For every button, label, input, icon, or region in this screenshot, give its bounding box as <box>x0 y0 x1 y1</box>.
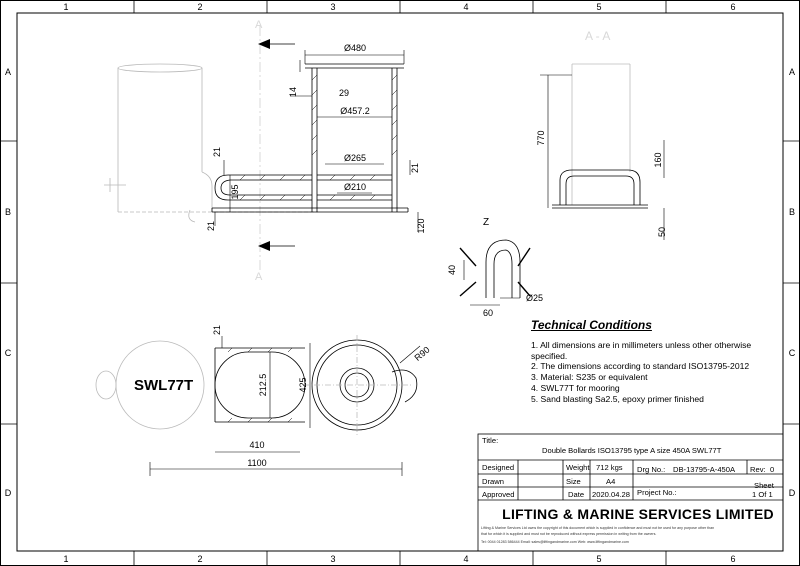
section-arrows <box>258 39 295 251</box>
bollard-section <box>212 64 408 212</box>
weight-label: Weight <box>566 463 590 472</box>
dim-d265: Ø265 <box>343 153 367 163</box>
dim-h21-top-left: 21 <box>212 146 222 158</box>
col-label-5-bottom: 5 <box>596 554 602 564</box>
project-label: Project No.: <box>637 488 677 497</box>
row-label-c-left: C <box>4 348 12 358</box>
dim-d457: Ø457.2 <box>340 106 370 116</box>
col-label-4-bottom: 4 <box>463 554 469 564</box>
dim-h120: 120 <box>416 218 426 234</box>
col-label-1-bottom: 1 <box>63 554 69 564</box>
col-label-4-top: 4 <box>463 2 469 12</box>
bollard-hatching <box>240 75 397 200</box>
drg-value: DB-13795-A-450A <box>673 465 736 474</box>
dim-pR90: R90 <box>412 344 432 363</box>
date-value: 2020.04.28 <box>592 490 631 499</box>
section-marker-top: A <box>255 19 263 31</box>
row-label-a-right: A <box>788 67 796 77</box>
rev-label: Rev: <box>750 465 766 474</box>
dim-z40: 40 <box>447 264 457 276</box>
section-marker-bottom: A <box>255 271 263 283</box>
designed-label: Designed <box>482 463 515 472</box>
sheet-value: 1 Of 1 <box>752 490 773 499</box>
elevation-dim-lines <box>215 50 418 232</box>
title-label: Title: <box>482 436 499 445</box>
tc-item-4: 4. SWL77T for mooring <box>531 382 620 393</box>
dim-z25: Ø25 <box>526 293 544 303</box>
col-label-2-bottom: 2 <box>197 554 203 564</box>
inner-frame <box>17 13 783 551</box>
section-a-a <box>540 64 664 240</box>
dim-h770: 770 <box>536 130 546 146</box>
dim-p1100: 1100 <box>247 458 267 468</box>
tc-item-2: 2. The dimensions according to standard ISO13795-2012 <box>531 361 750 372</box>
row-label-d-right: D <box>788 488 796 498</box>
dim-z60: 60 <box>482 308 494 318</box>
dim-d480: Ø480 <box>343 43 367 53</box>
technical-conditions-title: Technical Conditions <box>531 318 652 332</box>
dim-h195: 195 <box>230 184 240 200</box>
detail-z <box>460 240 530 305</box>
col-label-3-bottom: 3 <box>330 554 336 564</box>
col-label-6-bottom: 6 <box>730 554 736 564</box>
tc-item-3: 3. Material: S235 or equivalent <box>531 372 648 383</box>
zone-labels <box>5 2 796 564</box>
dim-p21: 21 <box>212 324 222 336</box>
dim-h160: 160 <box>653 152 663 168</box>
approved-label: Approved <box>482 490 515 499</box>
row-label-d-left: D <box>4 488 12 498</box>
plan-swl-label: SWL77T <box>134 377 194 394</box>
dim-h21-lower: 21 <box>206 220 216 232</box>
rev-value: 0 <box>770 465 775 474</box>
row-label-a-left: A <box>4 67 12 77</box>
size-value: A4 <box>606 477 616 486</box>
company-name: LIFTING & MARINE SERVICES LIMITED <box>502 506 774 522</box>
drg-label: Drg No.: <box>637 465 666 474</box>
row-label-b-left: B <box>4 207 12 217</box>
dim-h14: 14 <box>288 86 298 98</box>
dim-d210: Ø210 <box>343 182 367 192</box>
tc-item-1: 1. All dimensions are in millimeters unless other otherwise specified. <box>531 340 752 361</box>
dim-p425: 425 <box>298 377 308 393</box>
dim-h50: 50 <box>657 226 667 238</box>
drawn-label: Drawn <box>482 477 504 486</box>
elevation-dim-text <box>206 43 426 234</box>
col-label-1-top: 1 <box>63 2 69 12</box>
elevation-view <box>104 26 318 272</box>
fine-print-2: that for which it is supplied and must not be reproduced without express permission in writing from the owners. <box>481 532 657 536</box>
date-label: Date <box>568 490 585 499</box>
tc-item-5: 5. Sand blasting Sa2.5, epoxy primer finished <box>531 393 704 404</box>
fine-print-3: Tel: 0044 01283 586444 Email: sales@liftingandmarine.com Web: www.liftingandmarine.com <box>481 540 629 544</box>
row-label-b-right: B <box>788 207 796 217</box>
outer-border <box>1 1 800 566</box>
plan-dim-lines <box>150 336 402 476</box>
size-label: Size <box>566 477 581 486</box>
title-value: Double Bollards ISO13795 type A size 450A SWL77T <box>542 446 722 455</box>
detail-view-label: Z <box>483 217 490 228</box>
dim-p212: 212.5 <box>258 373 268 397</box>
col-label-6-top: 6 <box>730 2 736 12</box>
sheet-label: Sheet <box>754 481 774 490</box>
col-label-5-top: 5 <box>596 2 602 12</box>
dim-p410: 410 <box>249 440 265 450</box>
dim-h21-top-right: 21 <box>410 162 420 174</box>
row-label-c-right: C <box>788 348 796 358</box>
technical-conditions-list <box>531 340 781 404</box>
section-view-label: A - A <box>585 29 611 43</box>
col-label-2-top: 2 <box>197 2 203 12</box>
weight-value: 712 kgs <box>596 463 623 472</box>
dim-w29: 29 <box>338 88 350 98</box>
fine-print-1: Lifting & Marine Services Ltd owns the copyright of this document which is supplied in confidence and must not be used for any purpose other than <box>481 526 715 530</box>
col-label-3-top: 3 <box>330 2 336 12</box>
